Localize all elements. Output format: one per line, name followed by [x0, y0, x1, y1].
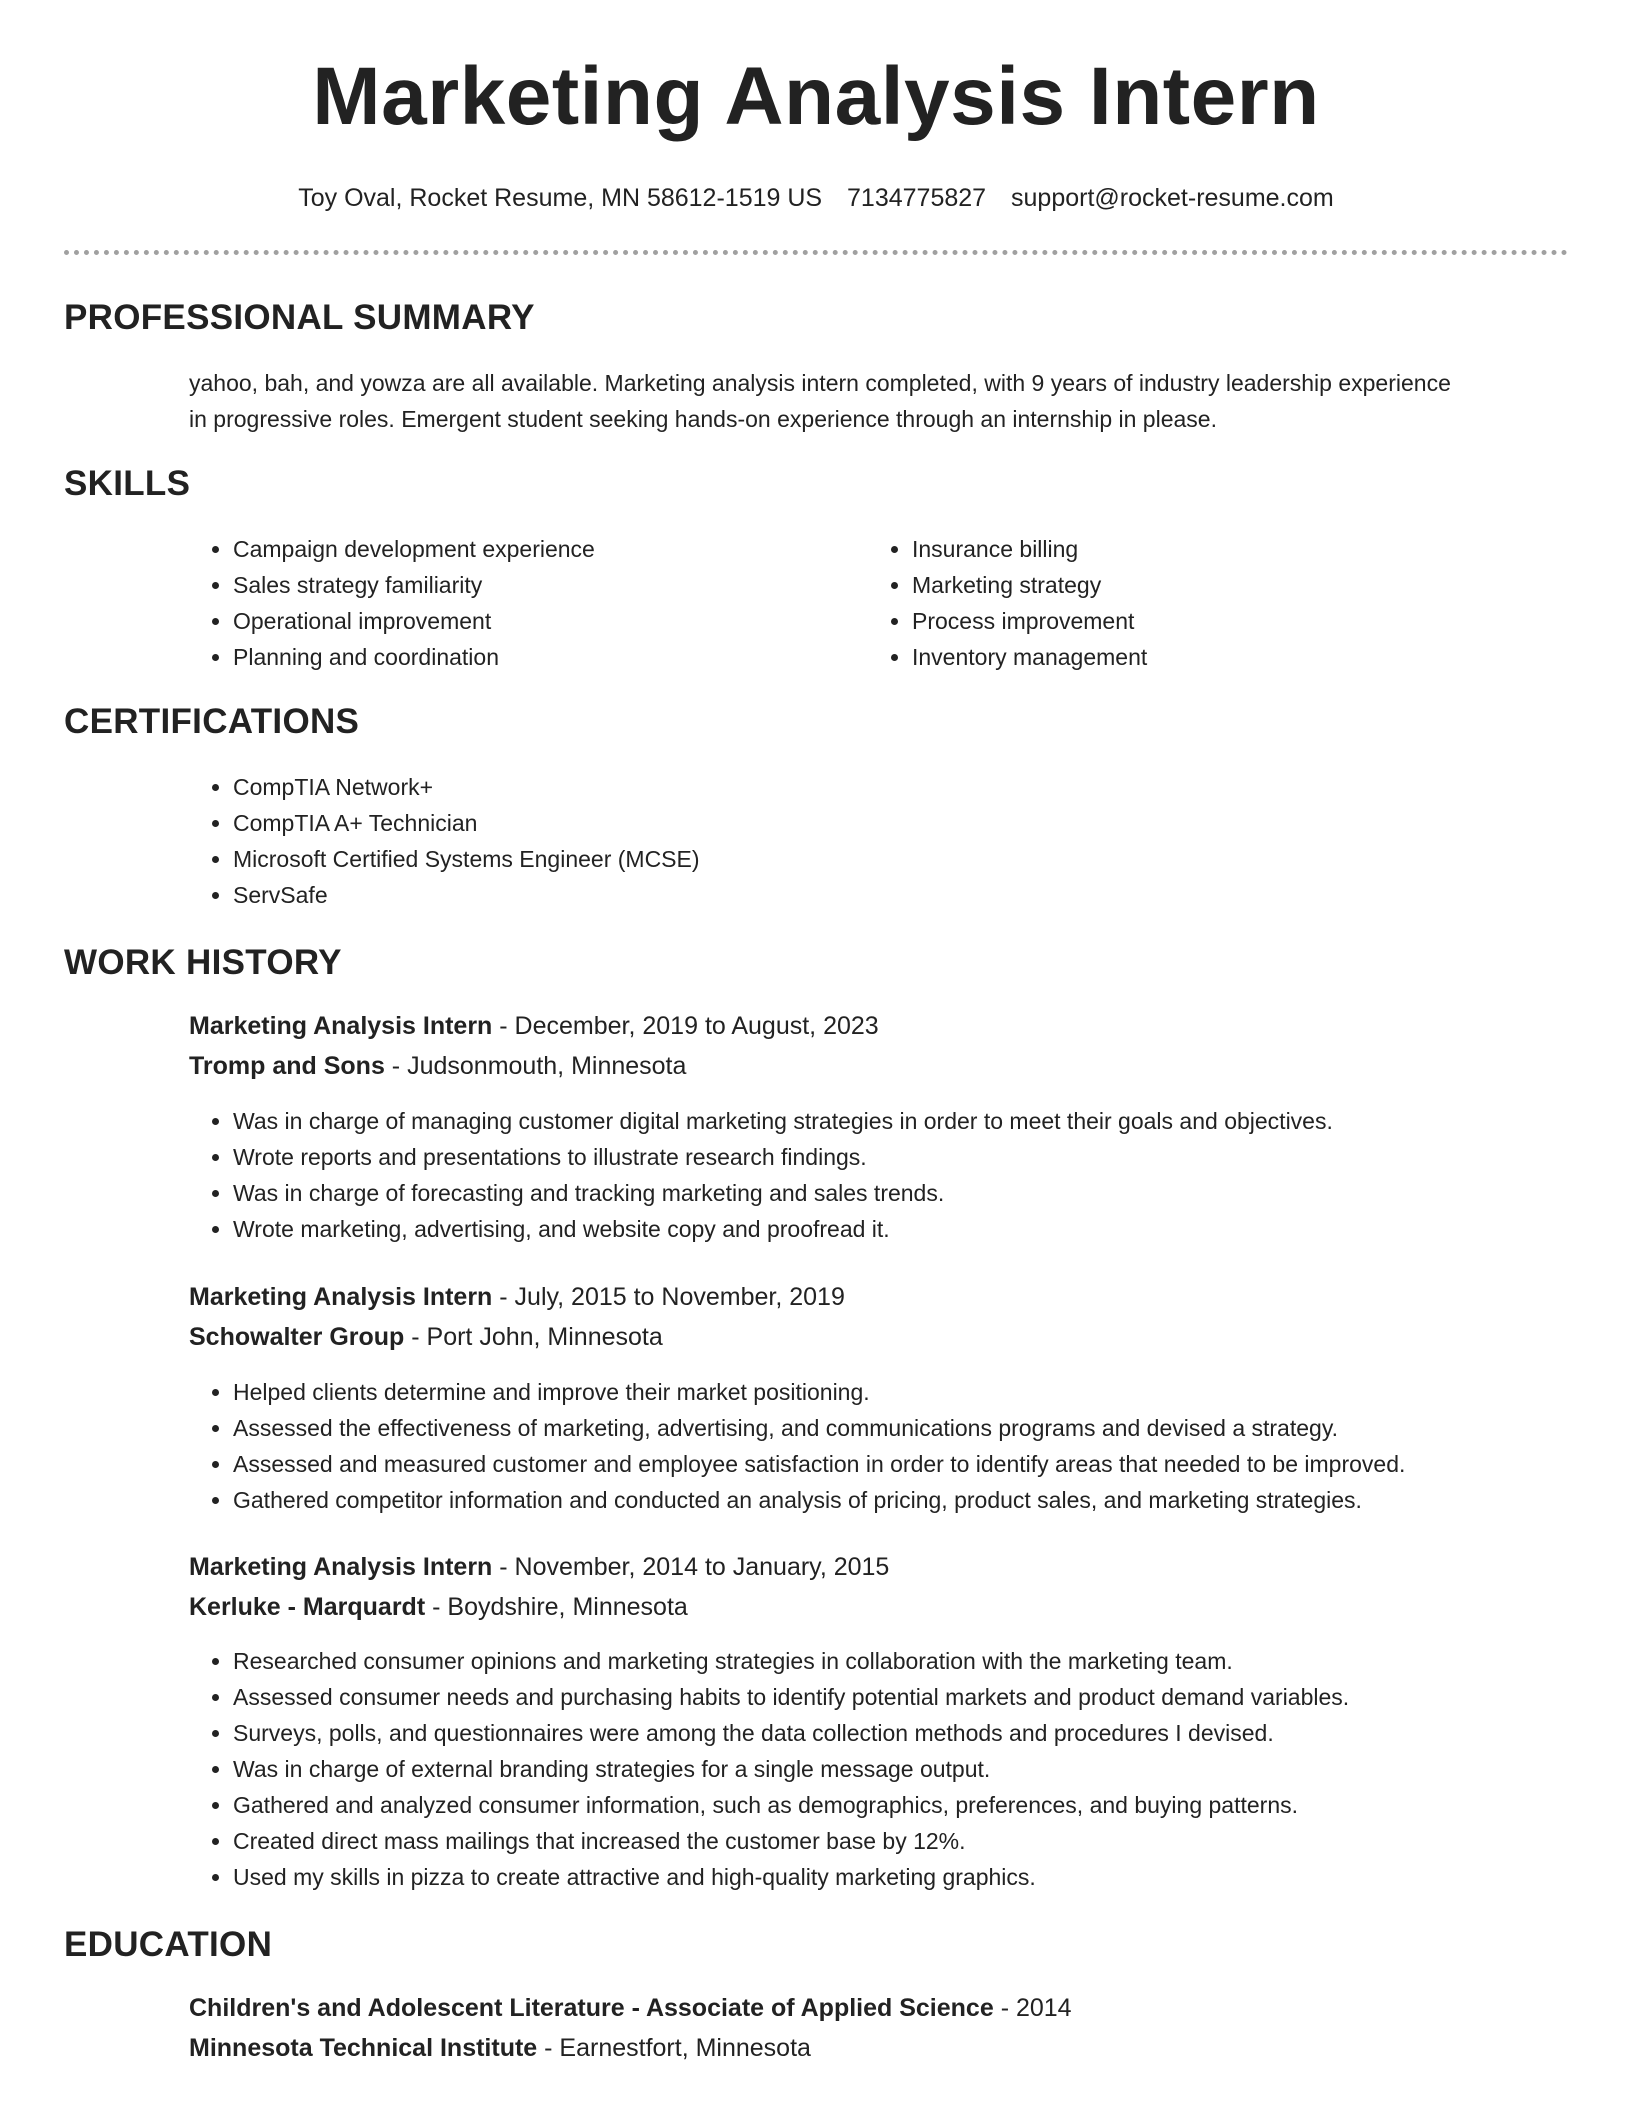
list-item: • Surveys, polls, and questionnaires were among the data collection methods and procedures I devised. [233, 1715, 1349, 1751]
job-dates: - July, 2015 to November, 2019 [492, 1283, 845, 1311]
job-dates: - November, 2014 to January, 2015 [492, 1553, 890, 1581]
summary-section-title: PROFESSIONAL SUMMARY [64, 298, 535, 337]
summary-line-1: yahoo, bah, and yowza are all available. Marketing analysis intern completed, with 9 years of industry leadership experience [189, 370, 1451, 396]
job-bullets [189, 1643, 1349, 1895]
job-company-line [189, 1593, 688, 1622]
contact-email: support@rocket-resume.com [1011, 184, 1334, 212]
header-divider [64, 250, 1568, 255]
job-location: - Boydshire, Minnesota [425, 1593, 688, 1621]
summary-line-2: in progressive roles. Emergent student seeking hands-on experience through an internship in please. [189, 406, 1217, 432]
education-school-line [189, 2034, 811, 2063]
job-role: Marketing Analysis Intern [189, 1553, 493, 1581]
education-degree-line [189, 1994, 1072, 2023]
job-title-line [189, 1553, 889, 1582]
list-item: • Gathered competitor information and conducted an analysis of pricing, product sales, and marketing strategies. [233, 1482, 1405, 1518]
list-item: • Assessed the effectiveness of marketing, advertising, and communications programs and devised a strategy. [233, 1410, 1405, 1446]
list-item: • Helped clients determine and improve their market positioning. [233, 1374, 1405, 1410]
job-company: Tromp and Sons [189, 1052, 385, 1080]
list-item: • Insurance billing [912, 531, 1147, 567]
list-item: • Campaign development experience [233, 531, 595, 567]
certifications-list [189, 769, 700, 913]
list-item: • Gathered and analyzed consumer information, such as demographics, preferences, and buying patterns. [233, 1787, 1349, 1823]
education-location: - Earnestfort, Minnesota [537, 2034, 811, 2062]
job-role: Marketing Analysis Intern [189, 1283, 493, 1311]
summary-text [189, 365, 1559, 437]
list-item: • Process improvement [912, 603, 1147, 639]
list-item: • Planning and coordination [233, 639, 595, 675]
list-item: • Researched consumer opinions and marketing strategies in collaboration with the marketing team. [233, 1643, 1349, 1679]
job-bullets [189, 1103, 1333, 1247]
work-section-title: WORK HISTORY [64, 943, 342, 982]
list-item: • Marketing strategy [912, 567, 1147, 603]
list-item: • CompTIA A+ Technician [233, 805, 700, 841]
education-section-title: EDUCATION [64, 1925, 273, 1964]
list-item: • Was in charge of external branding strategies for a single message output. [233, 1751, 1349, 1787]
job-company: Kerluke - Marquardt [189, 1593, 426, 1621]
job-location: - Port John, Minnesota [404, 1323, 663, 1351]
list-item: • Inventory management [912, 639, 1147, 675]
list-item: • Assessed consumer needs and purchasing habits to identify potential markets and product demand variables. [233, 1679, 1349, 1715]
job-dates: - December, 2019 to August, 2023 [492, 1012, 879, 1040]
job-company-line [189, 1323, 663, 1352]
list-item: • Operational improvement [233, 603, 595, 639]
list-item: • Sales strategy familiarity [233, 567, 595, 603]
resume-name-heading: Marketing Analysis Intern [312, 51, 1320, 142]
job-role: Marketing Analysis Intern [189, 1012, 493, 1040]
list-item: • Wrote marketing, advertising, and website copy and proofread it. [233, 1211, 1333, 1247]
education-year: - 2014 [993, 1994, 1072, 2022]
education-school: Minnesota Technical Institute [189, 2034, 538, 2062]
list-item: • Created direct mass mailings that increased the customer base by 12%. [233, 1823, 1349, 1859]
job-company: Schowalter Group [189, 1323, 405, 1351]
contact-address: Toy Oval, Rocket Resume, MN 58612-1519 US [298, 184, 823, 212]
job-title-line [189, 1283, 845, 1312]
list-item: • Microsoft Certified Systems Engineer (MCSE) [233, 841, 700, 877]
skills-section-title: SKILLS [64, 464, 191, 503]
job-location: - Judsonmouth, Minnesota [384, 1052, 687, 1080]
skills-list-right [868, 531, 1147, 675]
list-item: • CompTIA Network+ [233, 769, 700, 805]
list-item: • Was in charge of managing customer digital marketing strategies in order to meet their goals and objectives. [233, 1103, 1333, 1139]
job-bullets [189, 1374, 1405, 1518]
education-degree: Children's and Adolescent Literature - Associate of Applied Science [189, 1994, 994, 2022]
job-company-line [189, 1052, 686, 1081]
contact-line [0, 184, 1632, 213]
skills-list-left [189, 531, 595, 675]
job-title-line [189, 1012, 879, 1041]
list-item: • Assessed and measured customer and employee satisfaction in order to identify areas that needed to be improved. [233, 1446, 1405, 1482]
contact-phone: 7134775827 [847, 184, 987, 212]
list-item: • Wrote reports and presentations to illustrate research findings. [233, 1139, 1333, 1175]
list-item: • Was in charge of forecasting and tracking marketing and sales trends. [233, 1175, 1333, 1211]
list-item: • Used my skills in pizza to create attractive and high-quality marketing graphics. [233, 1859, 1349, 1895]
certifications-section-title: CERTIFICATIONS [64, 702, 360, 741]
list-item: • ServSafe [233, 877, 700, 913]
